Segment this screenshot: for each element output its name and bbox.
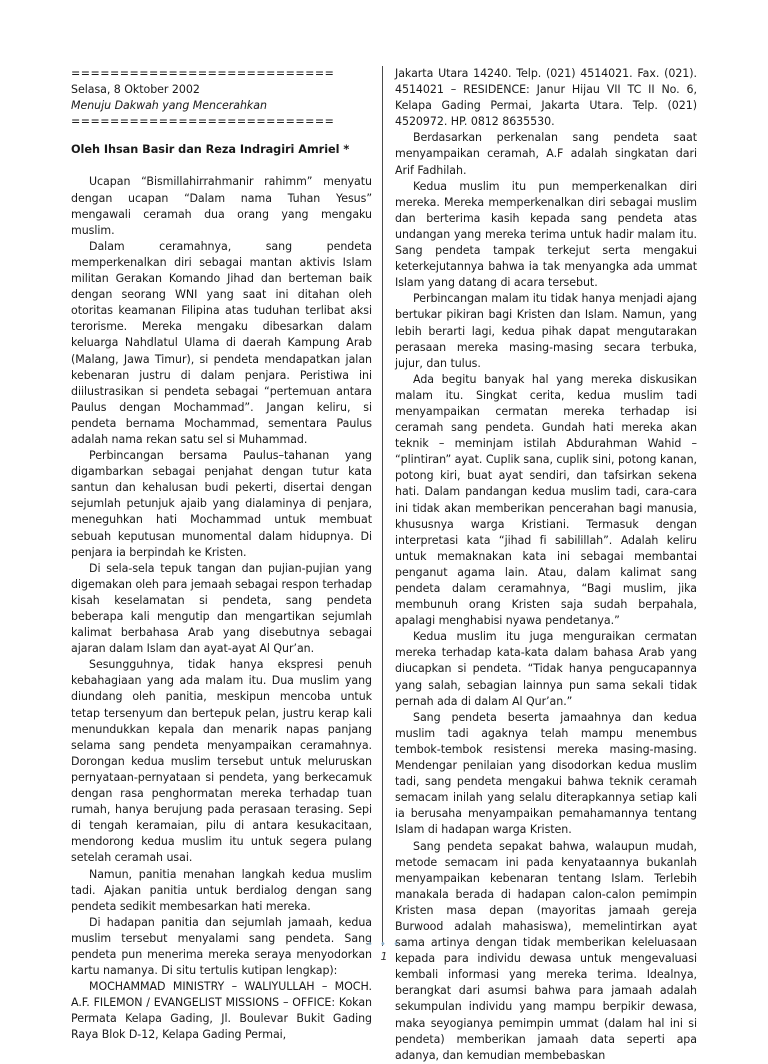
article-date: Selasa, 8 Oktober 2002 xyxy=(71,83,200,97)
right-paragraph-1: Jakarta Utara 14240. Telp. (021) 4514021. Fax. (021). 4514021 – RESIDENCE: Janur Hijau VII TC II No. 6, Kelapa Gading Permai, Jakarta Utara. Telp. (021) 4520972. HP. 0812 8635530. xyxy=(395,67,697,129)
left-column xyxy=(71,66,372,1044)
right-paragraph-2: Berdasarkan perkenalan sang pendeta saat menyampaikan ceramah, A.F adalah singkatan dari Arif Fadhilah. xyxy=(395,131,697,177)
article-author: Oleh Ihsan Basir dan Reza Indragiri Amriel * xyxy=(71,143,350,157)
left-paragraph-8: MOCHAMMAD MINISTRY – WALIYULLAH – MOCH. A.F. FILEMON / EVANGELIST MISSIONS – OFFICE: Kokan Permata Kelapa Gading, Jl. Boulevar Bukit Gading Raya Blok D-12, Kelapa Gading Permai, xyxy=(71,980,372,1042)
left-paragraph-6: Namun, panitia menahan langkah kedua muslim tadi. Ajakan panitia untuk berdialog dengan sang pendeta sedikit membesarkan hati mereka. xyxy=(71,867,372,913)
right-paragraph-3: Kedua muslim itu pun memperkenalkan diri mereka. Mereka memperkenalkan diri sebagai muslim dan berterima kasih kepada sang pendeta atas undangan yang mereka terima untuk hadir malam itu. Sang pendeta tampak terkejut serta mengakui keterkejutannya bahwa ia tak menyangka ada ummat Islam yang datang di acara tersebut. xyxy=(395,179,697,290)
left-paragraph-4: Di sela-sela tepuk tangan dan pujian-pujian yang digemakan oleh para jemaah sebagai respon terhadap kisah keselamatan si pendeta, sang pendeta beberapa kali mengutip dan mengartikan sejumlah kalimat berbahasa Arab yang disebutnya sebagai ajaran dalam Islam dan ayat-ayat Al Qur’an. xyxy=(71,561,372,656)
right-paragraph-5: Ada begitu banyak hal yang mereka diskusikan malam itu. Singkat cerita, kedua muslim tadi menyampaikan cermatan mereka terhadap isi ceramah sang pendeta. Gundah hati mereka akan teknik – meminjam istilah Abdurahman Wahid – “plintiran” ayat. Cuplik sana, cuplik sini, potong kanan, potong kiri, buat ayat sendiri, dan tafsirkan sekena hati. Dalam pandangan kedua muslim tadi, cara-cara ini tidak akan memberikan pencerahan bagi manusia, khususnya warga Kristiani. Termasuk dengan interpretasi kata “jihad fi sabilillah”. Adalah keliru untuk memaknakan kata ini sebagai membantai penganut agama lain. Atau, dalam kalimat sang pendeta dalam ceramahnya, “Bagi muslim, jika membunuh orang Kristen saja sudah berpahala, apalagi menghabisi nyawa pendetanya.” xyxy=(395,372,697,628)
right-paragraph-6: Kedua muslim itu juga menguraikan cermatan mereka terhadap kata-kata dalam bahasa Arab yang diucapkan si pendeta. “Tidak hanya pengucapannya yang salah, sebagian lainnya pun sama sekali tidak pernah ada di dalam Al Qur’an.” xyxy=(395,630,697,708)
top-separator: =========================== xyxy=(71,67,335,80)
left-paragraph-7: Di hadapan panitia dan sejumlah jamaah, kedua muslim tersebut menyalami sang pendeta. Sang pendeta pun menerima mereka seraya menyodorkan kartu namanya. Di situ tertulis kutipan lengkap): xyxy=(71,915,372,978)
page-footer xyxy=(0,940,768,964)
left-paragraph-2: Dalam ceramahnya, sang pendeta memperkenalkan diri sebagai mantan aktivis Islam militan Gerakan Komando Jihad dan berteman baik dengan seorang WNI yang saat ini ditahan oleh otoritas keamanan Filipina atas tuduhan terlibat aksi terorisme. Mereka mengaku dibesarkan dalam keluarga Nahdlatul Ulama di daerah Kampung Arab (Malang, Jawa Timur), si pendeta mendapatkan jalan kebenaran justru di dalam penjara. Peristiwa ini diilustrasikan si pendeta sebagai “pertemuan antara Paulus dengan Mochammad”. Jangan keliru, si pendeta bernama Mochammad, sementara Paulus adalah nama rekan satu sel si Muhammad. xyxy=(71,239,372,446)
right-paragraph-7: Sang pendeta beserta jamaahnya dan kedua muslim tadi agaknya telah mampu menembus tembok-tembok resistensi mereka masing-masing. Mendengar penilaian yang disodorkan kedua muslim tadi, sang pendeta mengakui bahwa teknik ceramah semacam inilah yang selalu diterapkannya setiap kali ia berusaha menyampaikan pemahamannya tentang Islam di hadapan warga Kristen. xyxy=(395,710,697,837)
left-paragraph-3: Perbincangan bersama Paulus–tahanan yang digambarkan sebagai penjahat dengan tutur kata santun dan kehalusan budi pekerti, disertai dengan sejumlah petunjuk ajaib yang dialaminya di penjara, meneguhkan hati Mochammad untuk membuat sebuah keputusan munomental dalam hidupnya. Di penjara ia berpindah ke Kristen. xyxy=(71,449,372,559)
column-divider xyxy=(382,66,383,946)
right-paragraph-8: Sang pendeta sepakat bahwa, walaupun mudah, metode semacam ini pada kenyataannya bukanlah menyampaikan kebenaran tentang Islam. Terlebih manakala berada di hadapan calon-calon pemimpin Kristen masa depan (mayoritas jamaah gereja Burwood adalah mahasiswa), memelintirkan ayat sama artinya dengan tidak memberikan keleluasaan kepada para individu dewasa untuk mengevaluasi kembali informasi yang mereka terima. Idealnya, berangkat dari asumsi bahwa para jamaah adalah sekumpulan individu yang mampu berpikir dewasa, maka seyogianya pemimpin ummat (dalam hal ini si pendeta) memberikan jamaah data seperti apa adanya, dan kemudian membebaskan xyxy=(395,839,697,1062)
page-number: 1 xyxy=(380,950,388,963)
bottom-separator: =========================== xyxy=(71,115,335,129)
article-title: Menuju Dakwah yang Mencerahkan xyxy=(71,99,267,113)
right-paragraph-4: Perbincangan malam itu tidak hanya menjadi ajang bertukar pikiran bagi Kristen dan Islam. Namun, yang lebih berarti lagi, kedua pihak dapat mengutarakan perasaan mereka masing-masing secara terbuka, jujur, dan tulus. xyxy=(395,292,697,370)
left-paragraph-5: Sesungguhnya, tidak hanya ekspresi penuh kebahagiaan yang ada malam itu. Dua muslim yang diundang oleh panitia, meskipun mencoba untuk tetap tersenyum dan bertepuk pelan, justru kerap kali menundukkan kepala dan menarik napas panjang selama sang pendeta menyampaikan ceramahnya. Dorongan kedua muslim tersebut untuk meluruskan pernyataan-pernyataan si pendeta, yang berkecamuk dengan rasa penghormatan mereka terhadap tuan rumah, hanya berujung pada perasaan terasing. Sepi di tengah keramaian, pilu di antara kesukacitaan, mendorong kedua muslim itu untuk segera pulang setelah ceramah usai. xyxy=(71,658,372,865)
left-paragraph-1: Ucapan “Bismillahirrahmanir rahimm” menyatu dengan ucapan “Dalam nama Tuhan Yesus” mengawali ceramah dua orang yang mengaku muslim. xyxy=(71,175,372,237)
right-column xyxy=(395,66,697,1064)
footer-ornament: • • • xyxy=(366,939,402,950)
